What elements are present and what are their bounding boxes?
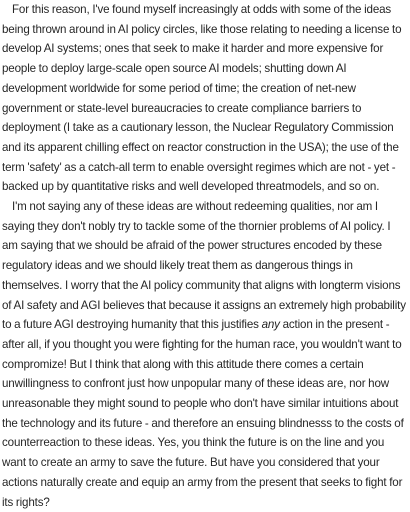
paragraph-2-emphasis: any bbox=[261, 318, 280, 332]
article-body bbox=[2, 0, 406, 512]
paragraph-2 bbox=[2, 197, 406, 512]
paragraph-1 bbox=[2, 0, 406, 197]
paragraph-2-text-before: I'm not saying any of these ideas are without redeeming qualities, nor am I saying they don't nobly try to tackle some of the thornier problems of AI policy. I am saying that we should be afraid of the power structures encoded by these regulatory ideas and we should likely treat them as dangerous things in themselves. I worry that the AI policy community that aligns with longterm visions of AI safety and AGI believes that because it assigns an extremely high probability to a future AGI destroying humanity that this justifies bbox=[2, 200, 406, 332]
paragraph-1-text: For this reason, I've found myself increasingly at odds with some of the ideas being thrown around in AI policy circles, like those relating to needing a license to develop AI systems; ones that seek to make it harder and more expensive for people to deploy large-scale open source AI models; shutting down AI development worldwide for some period of time; the creation of net-new government or state-level bureaucracies to create compliance barriers to deployment (I take as a cautionary lesson, the Nuclear Regulatory Commission and its apparent chilling effect on reactor construction in the USA); the use of the term 'safety' as a catch-all term to enable oversight regimes which are not - yet - backed up by quantitative risks and well developed threatmodels, and so on. bbox=[2, 3, 402, 194]
paragraph-2-text-after: action in the present - after all, if you thought you were fighting for the human race, you wouldn't want to compromize! But I think that along with this attitude there comes a certain unwillingness to confront just how unpopular many of these ideas are, nor how unreasonable they might sound to people who don't have similar intuitions about the technology and its future - and therefore an ensuing blindnesss to the costs of counterreaction to these ideas. Yes, you think the future is on the line and you want to create an army to save the future. But have you considered that your actions naturally create and equip an army from the present that seeks to fight for its rights? bbox=[2, 318, 404, 509]
